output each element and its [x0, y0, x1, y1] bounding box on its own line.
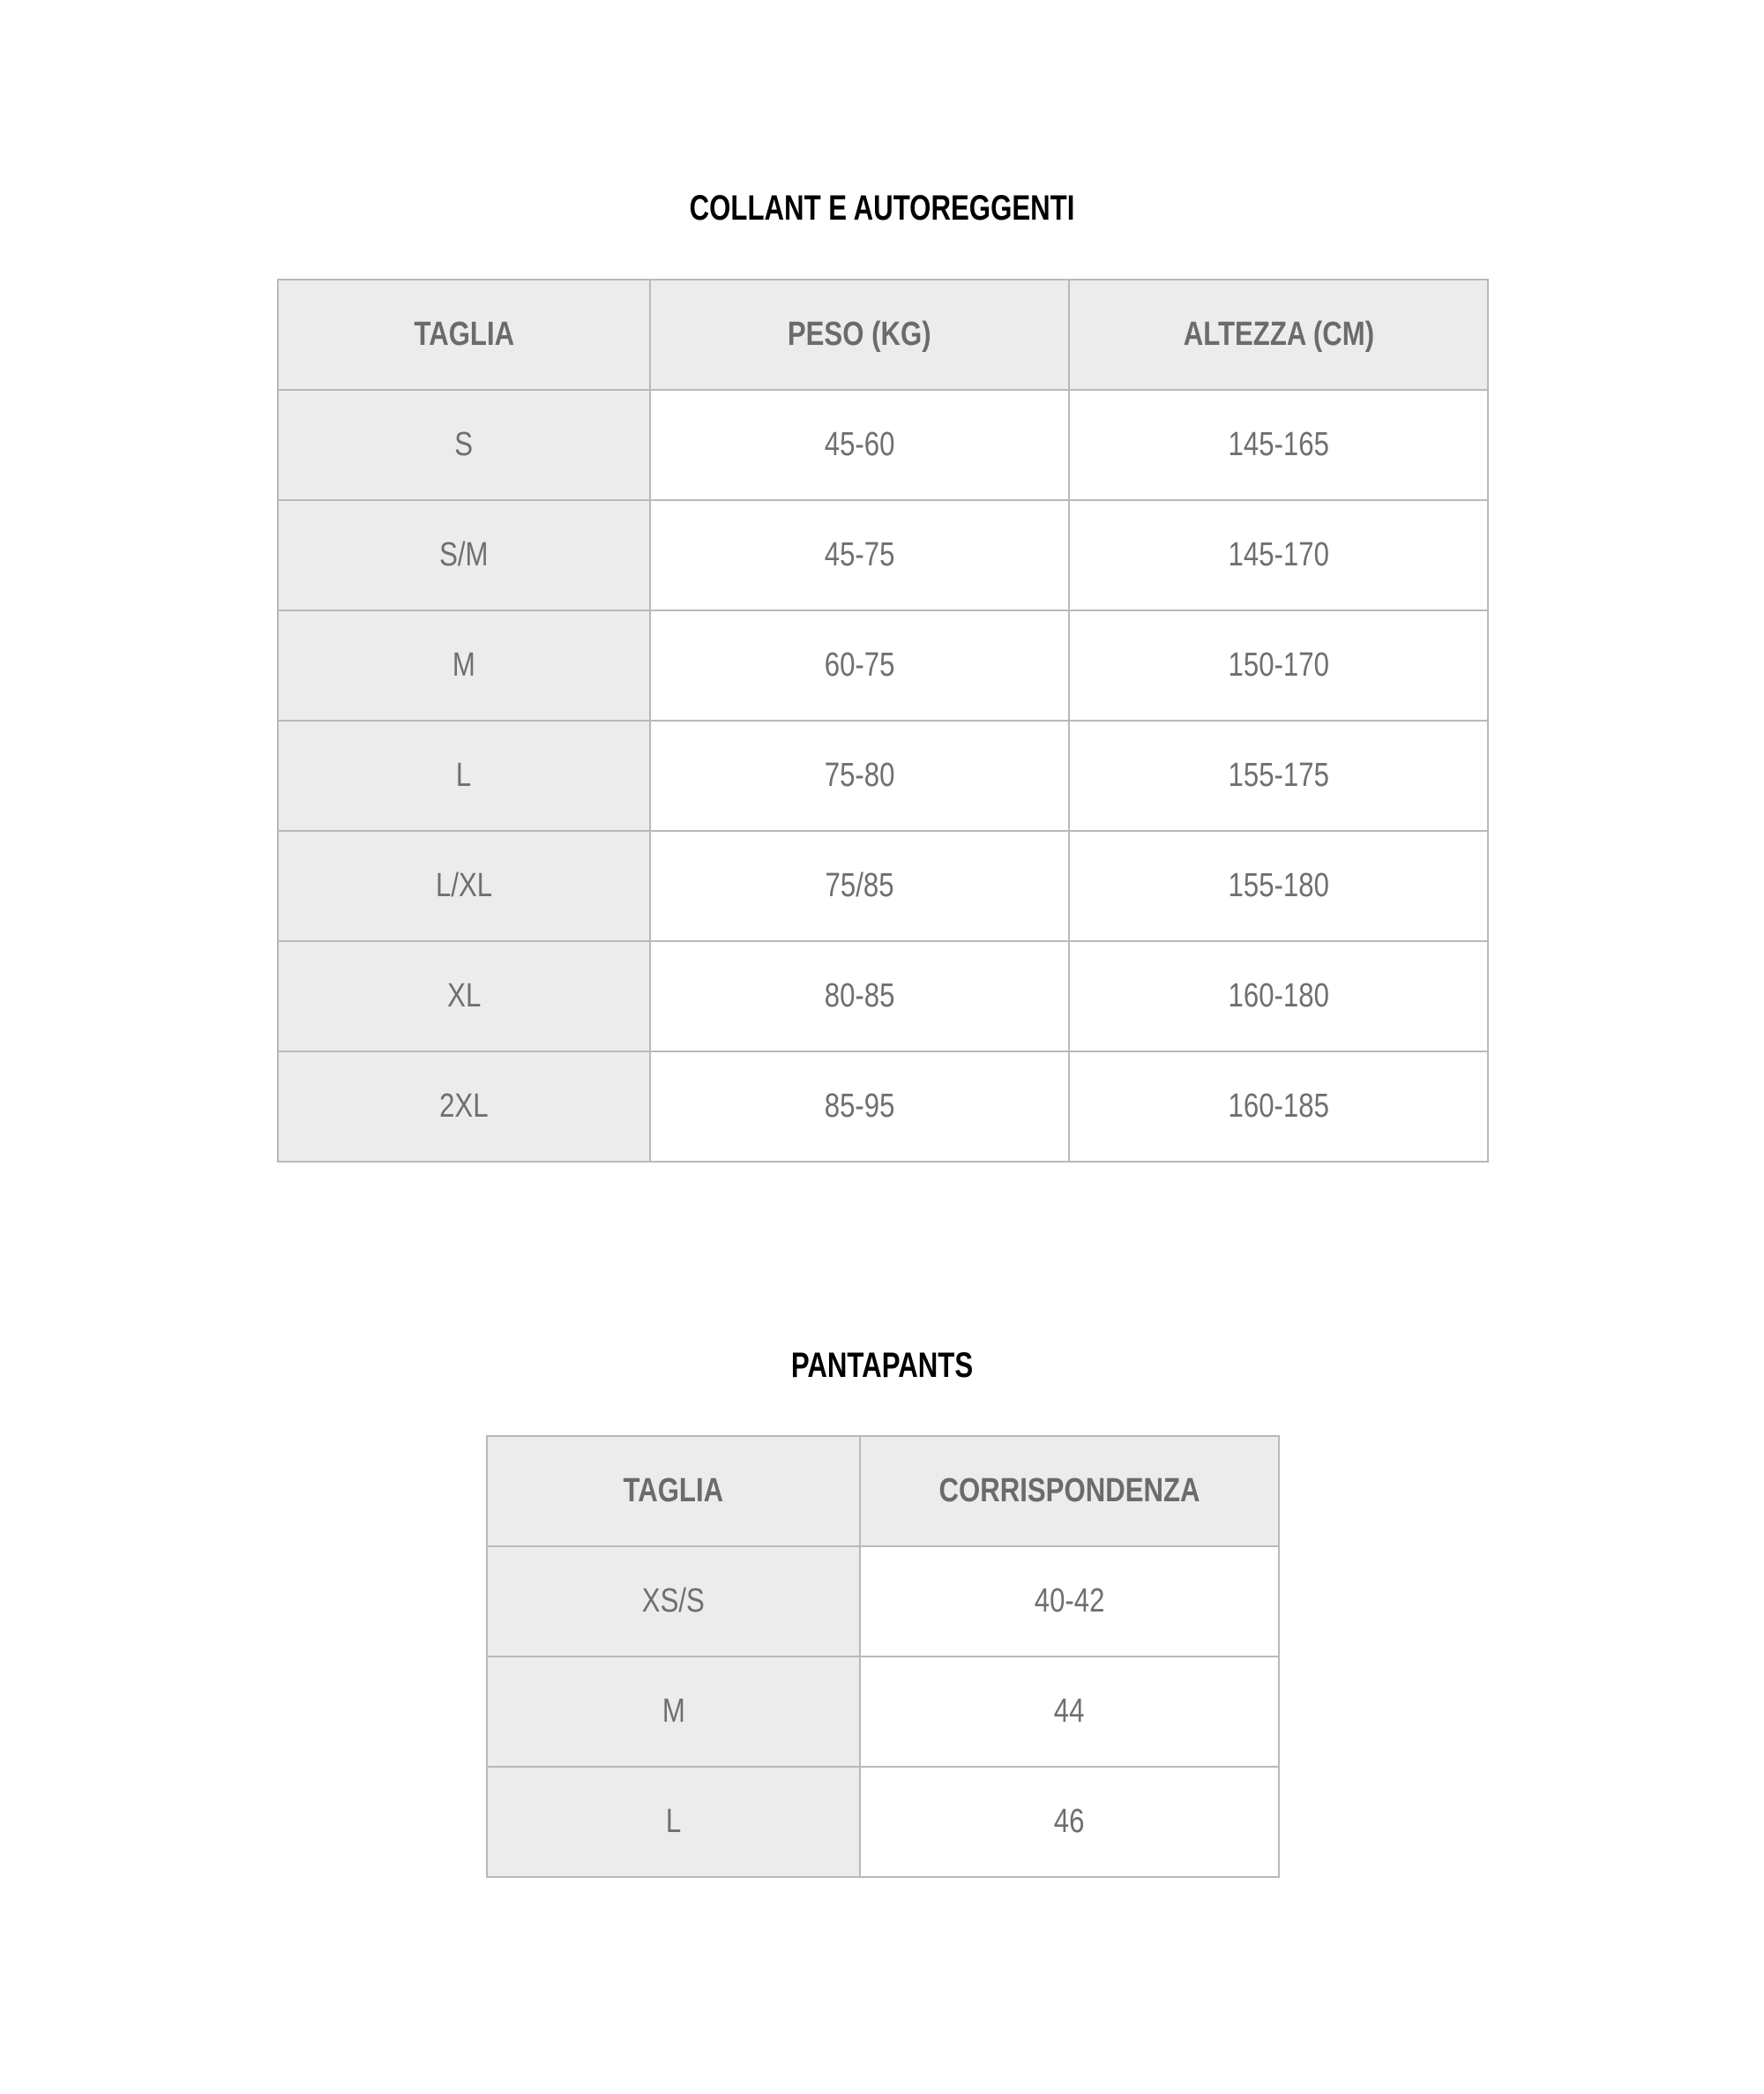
- weight-cell: 45-60: [650, 390, 1069, 500]
- size-cell: XS/S: [487, 1546, 860, 1657]
- table-row: [487, 1767, 1279, 1877]
- size-cell: M: [487, 1657, 860, 1767]
- table-header-row: [487, 1436, 1279, 1546]
- size-cell: XL: [278, 941, 650, 1051]
- height-cell: 155-180: [1069, 831, 1488, 941]
- pantapants-table-title: PANTAPANTS: [790, 1346, 974, 1385]
- weight-cell: 75/85: [650, 831, 1069, 941]
- weight-cell: 85-95: [650, 1051, 1069, 1162]
- table-row: [278, 1051, 1488, 1162]
- correspondence-cell: 40-42: [860, 1546, 1279, 1657]
- table-row: [278, 500, 1488, 610]
- correspondence-cell: 44: [860, 1657, 1279, 1767]
- table-row: [487, 1546, 1279, 1657]
- header-corrispondenza: CORRISPONDENZA: [860, 1436, 1279, 1546]
- height-cell: 160-180: [1069, 941, 1488, 1051]
- size-cell: S: [278, 390, 650, 500]
- weight-cell: 75-80: [650, 721, 1069, 831]
- size-cell: L: [487, 1767, 860, 1877]
- size-cell: M: [278, 610, 650, 721]
- header-taglia: TAGLIA: [487, 1436, 860, 1546]
- table-row: [278, 831, 1488, 941]
- height-cell: 145-165: [1069, 390, 1488, 500]
- pantapants-size-table: [486, 1435, 1280, 1878]
- size-cell: L: [278, 721, 650, 831]
- weight-cell: 45-75: [650, 500, 1069, 610]
- table-row: [278, 610, 1488, 721]
- collant-size-table: [277, 279, 1489, 1163]
- header-taglia: TAGLIA: [278, 280, 650, 390]
- table-row: [278, 721, 1488, 831]
- height-cell: 150-170: [1069, 610, 1488, 721]
- table-row: [278, 941, 1488, 1051]
- height-cell: 160-185: [1069, 1051, 1488, 1162]
- height-cell: 145-170: [1069, 500, 1488, 610]
- size-cell: S/M: [278, 500, 650, 610]
- collant-table-title: COLLANT E AUTOREGGENTI: [689, 189, 1075, 228]
- weight-cell: 60-75: [650, 610, 1069, 721]
- size-cell: 2XL: [278, 1051, 650, 1162]
- header-altezza: ALTEZZA (CM): [1069, 280, 1488, 390]
- size-cell: L/XL: [278, 831, 650, 941]
- correspondence-cell: 46: [860, 1767, 1279, 1877]
- weight-cell: 80-85: [650, 941, 1069, 1051]
- header-peso: PESO (KG): [650, 280, 1069, 390]
- height-cell: 155-175: [1069, 721, 1488, 831]
- table-row: [487, 1657, 1279, 1767]
- table-header-row: [278, 280, 1488, 390]
- table-row: [278, 390, 1488, 500]
